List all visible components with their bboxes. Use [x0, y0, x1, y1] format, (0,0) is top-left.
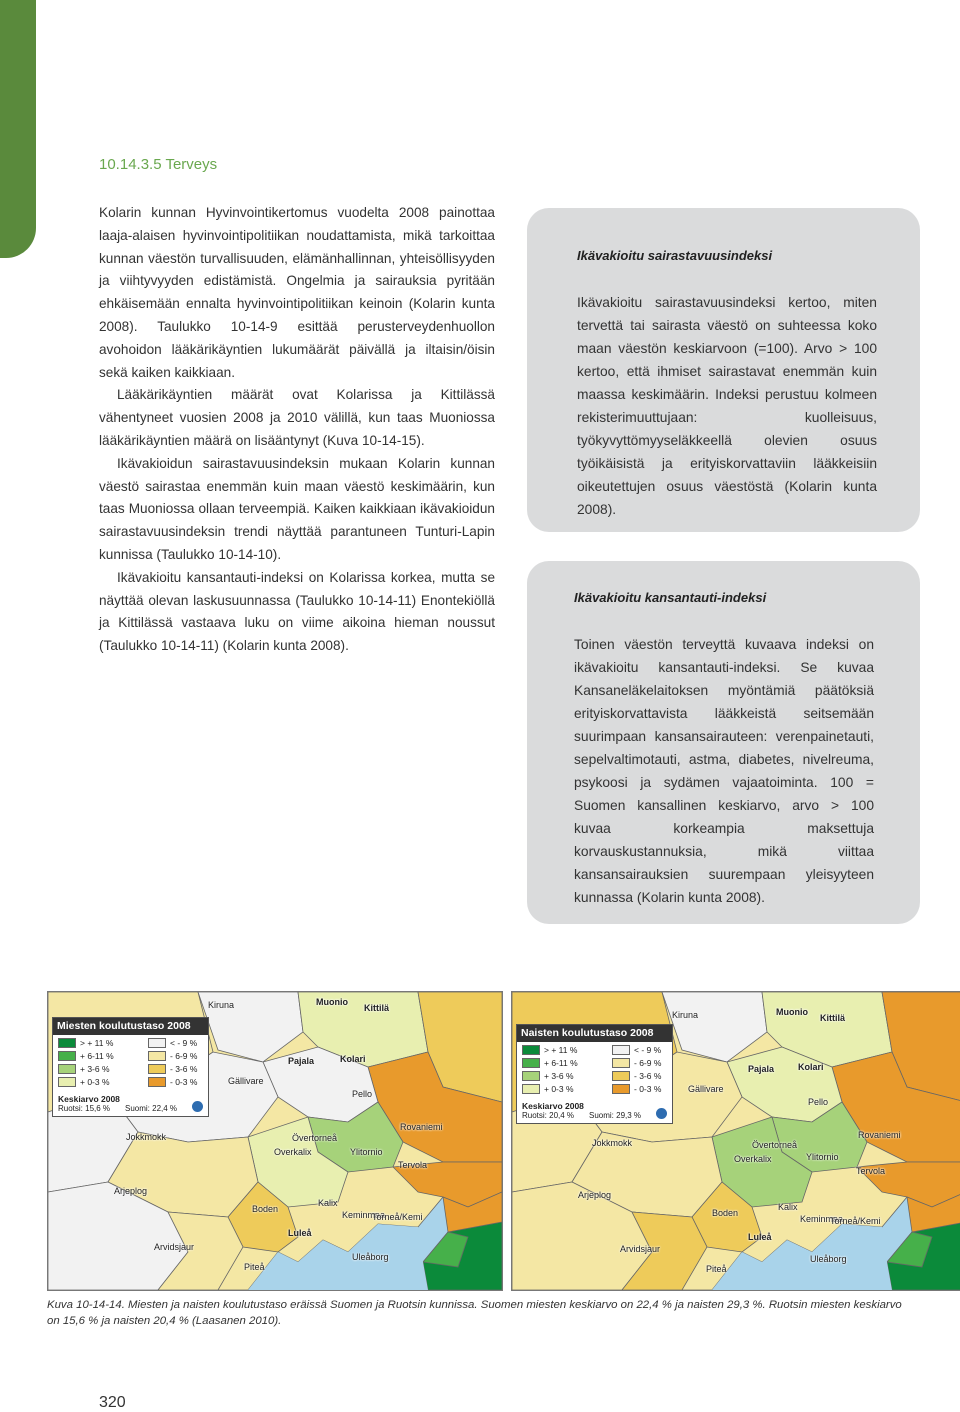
legend-item: [148, 1077, 197, 1087]
legend-label: + 6-11 %: [544, 1058, 578, 1068]
place-label: Arvidsjaur: [154, 1242, 195, 1252]
legend-keskiarvo: Keskiarvo 2008: [58, 1094, 120, 1104]
place-label: Luleå: [288, 1228, 312, 1238]
legend-swatch: [148, 1064, 166, 1074]
place-label: Kiruna: [672, 1010, 699, 1020]
place-label: Kiruna: [208, 1000, 235, 1010]
legend-ruotsi: Ruotsi: 15,6 %: [58, 1104, 111, 1113]
legend-label: - 0-3 %: [634, 1084, 662, 1094]
legend-label: + 0-3 %: [544, 1084, 574, 1094]
chapter-tab: [0, 0, 36, 258]
place-label: Kolari: [340, 1054, 366, 1064]
legend-ruotsi: Ruotsi: 20,4 %: [522, 1111, 575, 1120]
legend-label: + 0-3 %: [80, 1077, 110, 1087]
map-women-education: [511, 991, 960, 1291]
place-label: Pajala: [748, 1064, 775, 1074]
place-label: Torneå/Kemi: [830, 1216, 881, 1226]
place-label: Boden: [252, 1204, 279, 1214]
place-label: Arjeplog: [578, 1190, 612, 1200]
place-label: Pello: [808, 1097, 829, 1107]
legend-swatch: [58, 1064, 76, 1074]
place-label: Pello: [352, 1089, 373, 1099]
legend-item: [148, 1064, 197, 1074]
legend-item: [148, 1051, 197, 1061]
place-label: Övertorneå: [292, 1133, 338, 1143]
legend-item: [58, 1077, 110, 1087]
legend-label: + 3-6 %: [544, 1071, 574, 1081]
legend-swatch: [58, 1038, 76, 1048]
legend-label: > + 11 %: [544, 1045, 578, 1055]
legend-item: [612, 1058, 661, 1068]
place-label: Luleå: [748, 1232, 772, 1242]
place-label: Ylitornio: [806, 1152, 839, 1162]
legend-swatch: [148, 1077, 166, 1087]
paragraph: Ikävakioidun sairastavuusindeksin mukaan Kolarin kunnan väestö sairastaa enemmän kuin maan väestö keskimäärin, kun taas Muoniossa ollaan terveempiä. Kaiken kaikkiaan ikävakioidun sairastavuusindeksin trendi näyttää parantuneen Tunturi-Lapin kunnissa (Taulukko 10-14-10).: [99, 455, 495, 562]
logo-icon: [192, 1101, 203, 1112]
place-label: Arvidsjaur: [620, 1244, 661, 1254]
legend-swatch: [522, 1084, 540, 1094]
info-box-sairastavuusindeksi: [527, 208, 920, 532]
map-legend: [52, 1017, 209, 1117]
legend-label: - 0-3 %: [170, 1077, 198, 1087]
legend-title: Miesten koulutustaso 2008: [53, 1018, 208, 1035]
place-label: Keminmaa: [800, 1214, 844, 1224]
legend-item: [612, 1045, 661, 1055]
legend-label: - 6-9 %: [634, 1058, 662, 1068]
page-number: 320: [99, 1394, 126, 1411]
legend-swatch: [148, 1051, 166, 1061]
place-label: Overkalix: [274, 1147, 312, 1157]
legend-item: [522, 1084, 574, 1094]
place-label: Pajala: [288, 1056, 315, 1066]
legend-swatch: [612, 1084, 630, 1094]
legend-item: [148, 1038, 197, 1048]
place-label: Muonio: [316, 997, 348, 1007]
paragraph: Kolarin kunnan Hyvinvointikertomus vuodelta 2008 painottaa laaja-alaisen hyvinvointipolitiikan noudattamista, mikä tarkoittaa kunnan väestön turvallisuuden, elämänhallinnan, yhteisöllisyyden ja viihtyvyyden edistämistä. Ongelmia ja sairauksia pyritään ehkäisemään ennalta hyvinvointipolitiikan keinoin (Kolarin kunta 2008). Taulukko 10-14-9 esittää perusterveydenhuollon avohoidon lääkärikäyntien lukumäärät päivällä ja iltaisin/öisin sekä kaiken kaikkiaan.: [99, 205, 495, 380]
place-label: Kittilä: [364, 1003, 390, 1013]
legend-item: [522, 1058, 578, 1068]
legend-item: [612, 1084, 661, 1094]
info-box-title: Ikävakioitu kansantauti-indeksi: [574, 590, 767, 605]
place-label: Arjeplog: [114, 1186, 148, 1196]
legend-item: [522, 1045, 577, 1055]
legend-label: > + 11 %: [80, 1038, 114, 1048]
place-label: Uleåborg: [810, 1254, 847, 1264]
place-label: Torneå/Kemi: [372, 1212, 423, 1222]
legend-label: < - 9 %: [634, 1045, 662, 1055]
legend-item: [58, 1064, 110, 1074]
place-label: Tervola: [856, 1166, 886, 1176]
figure-caption: Kuva 10-14-14. Miesten ja naisten koulutustaso eräissä Suomen ja Ruotsin kunnissa. Suomen miesten keskiarvo on 22,4 % ja naisten 29,3 %. Ruotsin miesten keskiarvo on 15,6 % ja naisten 20,4 % (Laasanen 2010).: [47, 1299, 902, 1327]
place-label: Rovaniemi: [400, 1122, 443, 1132]
section-title: 10.14.3.5 Terveys: [99, 156, 218, 173]
place-label: Piteå: [244, 1262, 265, 1272]
place-label: Kalix: [318, 1198, 338, 1208]
paragraph: Ikävakioitu kansantauti-indeksi on Kolarissa korkea, mutta se näyttää olevan laskusuunnassa (Taulukko 10-14-11) Enontekiöllä ja Kittilässä vastaava luku on viime aikoina hieman noussut (Taulukko 10-14-11) (Kolarin kunta 2008).: [99, 569, 495, 654]
place-label: Rovaniemi: [858, 1130, 901, 1140]
place-label: Kolari: [798, 1062, 824, 1072]
place-label: Tervola: [398, 1160, 428, 1170]
legend-item: [58, 1038, 113, 1048]
map-men-education: [47, 991, 503, 1291]
legend-label: < - 9 %: [170, 1038, 198, 1048]
info-box-title: Ikävakioitu sairastavuusindeksi: [577, 248, 773, 263]
legend-item: [522, 1071, 574, 1081]
legend-title: Naisten koulutustaso 2008: [517, 1025, 672, 1042]
place-label: Övertorneå: [752, 1140, 798, 1150]
place-label: Kalix: [778, 1202, 798, 1212]
legend-label: - 6-9 %: [170, 1051, 198, 1061]
place-label: Muonio: [776, 1007, 808, 1017]
info-box-text: Toinen väestön terveyttä kuvaava indeksi on ikävakioitu kansantauti-indeksi. Se kuvaa Kansaneläkelaitoksen myöntämiä päätöksiä erityiskorvattavista lääkkeistä seitsemään suurimpaan kansansairauteen: verenpainetauti, sepelvaltimotauti, astma, diabetes, nivelreuma, psykoosi ja sydämen vajaatoiminta. 100 = Suomen kansallinen keskiarvo, arvo > 100 kuvaa korkeampia maksettuja korvauskustannuksia, mikä viittaa kansansairauksien suurempaan yleisyyteen kunnassa (Kolarin kunta 2008).: [574, 637, 874, 905]
place-label: Boden: [712, 1208, 739, 1218]
place-label: Ylitornio: [350, 1147, 383, 1157]
legend-label: - 3-6 %: [634, 1071, 662, 1081]
info-box-kansantauti-indeksi: [527, 561, 920, 924]
legend-keskiarvo: Keskiarvo 2008: [522, 1101, 584, 1111]
legend-item: [612, 1071, 661, 1081]
info-box-text: Ikävakioitu sairastavuusindeksi kertoo, miten tervettä tai sairasta väestö on suhteessa koko maan väestön keskiarvoon (=100). Arvo > 100 kertoo, että ihmiset sairastavat enemmän kuin maassa keskimäärin. Indeksi perustuu kolmeen rekisterimuuttujaan: kuolleisuus, työkyvyttömyyseläkkeellä olevien osuus työikäisistä ja erityiskorvattaviin lääkkeisiin oikeutettujen osuus väestöstä (Kolarin kunta 2008).: [577, 295, 877, 517]
legend-swatch: [148, 1038, 166, 1048]
legend-swatch: [612, 1058, 630, 1068]
legend-swatch: [522, 1071, 540, 1081]
legend-suomi: Suomi: 22,4 %: [125, 1104, 178, 1113]
paragraph: Lääkärikäyntien määrät ovat Kolarissa ja Kittilässä vähentyneet vuosien 2008 ja 2010 välillä, kun taas Muoniossa lääkärikäyntien määrä on lisääntynyt (Kuva 10-14-15).: [99, 387, 495, 448]
legend-swatch: [612, 1045, 630, 1055]
map-legend: [516, 1024, 673, 1124]
legend-label: + 3-6 %: [80, 1064, 110, 1074]
place-label: Gällivare: [688, 1084, 724, 1094]
place-label: Uleåborg: [352, 1252, 389, 1262]
body-text: [99, 202, 495, 658]
legend-label: + 6-11 %: [80, 1051, 114, 1061]
legend-swatch: [522, 1058, 540, 1068]
place-label: Jokkmokk: [126, 1132, 167, 1142]
place-label: Jokkmokk: [592, 1138, 633, 1148]
legend-item: [58, 1051, 114, 1061]
legend-swatch: [58, 1051, 76, 1061]
place-label: Overkalix: [734, 1154, 772, 1164]
legend-label: - 3-6 %: [170, 1064, 198, 1074]
place-label: Keminmaa: [342, 1210, 386, 1220]
legend-swatch: [522, 1045, 540, 1055]
legend-suomi: Suomi: 29,3 %: [589, 1111, 642, 1120]
logo-icon: [656, 1108, 667, 1119]
place-label: Piteå: [706, 1264, 727, 1274]
legend-swatch: [612, 1071, 630, 1081]
place-label: Gällivare: [228, 1076, 264, 1086]
place-label: Kittilä: [820, 1013, 846, 1023]
legend-swatch: [58, 1077, 76, 1087]
